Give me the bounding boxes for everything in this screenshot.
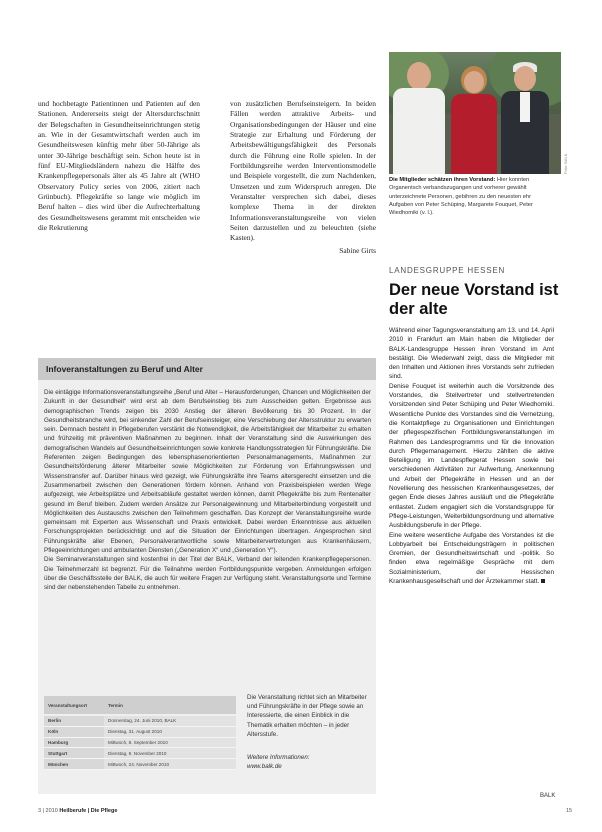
footer-issue [38, 808, 117, 814]
info-box-sidebar [247, 693, 371, 771]
table-row [44, 748, 236, 759]
caption-text: Hier konnten Organentsch verbandszugangen und vorherer gewählt unterzeichnete Personen, gebihren zu den neuesten ehr Aufgaben von Peter Schüping, Margarete Fouquet, Peter Wiedhomiki (v. l.). [389, 177, 533, 217]
table-cell-date: Mittwoch, 24. November 2010 [104, 759, 236, 770]
table-header-location: Veranstaltungsort [44, 696, 104, 715]
page-number: 15 [566, 808, 573, 814]
table-row [44, 726, 236, 737]
region-label: LANDESGRUPPE HESSEN [389, 266, 506, 275]
article-text-col1: und hochbetagte Patientinnen und Patienten auf den Stationen. Andererseits steigt der Altersdurchschnitt der Belegschaften in Gesundheitseinrichtungen stetig an. Wie in der Gesamtwirtschaft werden auch im Gesundheitswesen künftig mehr über 50-Jährige als unter 30-Jährige beschäftigt sein. Schon heute ist in fünf EU-Mitgliedsländern nahezu die Hälfte des Krankenpflegepersonals älter als 45 Jahre alt (WHO Observatory Policy series von 2006, zitiert nach Grünbuch). Pflegekräfte so lange wie möglich im Beruf halten – dies wird über die Aufrechterhaltung des Gesundheitswesens gerammt mit entscheiden wie die Rekrutierung [38, 99, 200, 233]
end-mark [541, 579, 545, 583]
table-cell-location: Berlin [44, 715, 104, 726]
article-column-3 [389, 326, 554, 586]
info-box-text [44, 388, 371, 593]
table-row [44, 737, 236, 748]
article-column-2 [230, 99, 376, 256]
col3-paragraph-1: Während einer Tagungsveranstaltung am 13. und 14. April 2010 in Frankfurt am Main haben die Mitglieder der BALK-Landesgruppe Hessen ihren Vorstand im Amt bestätigt. Die Wiederwahl zeigt, dass die Mitglieder mit den Inhalten und Aktionen ihres Vorstands sehr zufrieden sind. [389, 327, 554, 381]
author-name: Sabine Girts [339, 245, 376, 255]
table-cell-location: Köln [44, 726, 104, 737]
col3-paragraph-2: Denise Fouquet ist weiterhin auch die Vorsitzende des Vorstandes, die Stellvertreter und stellvertretenden Vorsitzenden sind Peter Schüping und Peter Wiedhomiki. Wesentliche Punkte des Vorstandes sind die Vernetzung, die Kontaktpflege zu Organisationen und Einrichtungen der pflegespezifischen Fortbildungsveranstaltungen im Rahmen des Landesprogramms und für die Innovation durch Pflegemanagement. Hierzu zählten die aktive Beteiligung im Landespflegerat Hessen sowie bei verschiedenen Aktivitäten zur Aufwertung, Anerkennung und Arbeit der Pflegekräfte in Hessen und an der Novellierung des hessischen Krankenhausgesetzes, der gegen Ende dieses Jahres ausläuft und die Pflegekräfte entlastet. Zudem engagiert sich die Vorstandsgruppe für Pflege-Leistungen, Weiterbildungsordnung und alternative Ausbildungsberufe in der Pflege. [389, 382, 554, 530]
more-info-label: Weitere Informationen: [247, 754, 310, 762]
table-cell-date: Donnerstag, 24. Juni 2010, BALK [104, 715, 236, 726]
table-cell-location: Stuttgart [44, 748, 104, 759]
table-cell-date: Mittwoch, 8. September 2010 [104, 737, 236, 748]
info-box-paragraph-2: Die Seminarveranstaltungen sind kostenfrei in der Titel der BALK, Verband der leitenden Krankenpflegepersonen. Die Teilnehmerzahl ist begrenzt. Für die Teilnahme werden Fortbildungspunkte vergeben. Anmeldungen erfolgen über die Geschäftsstelle der BALK, die auch für weitere Fragen zur Verfügung steht. Veranstaltungsorte und Termine sind der nebenstehenden Tabelle zu entnehmen. [44, 556, 371, 592]
table-cell-location: München [44, 759, 104, 770]
table-header-date: Termin [104, 696, 236, 715]
event-table [44, 696, 236, 770]
article-text-col2: von zusätzlichen Berufseinsteigern. In beiden Fällen werden attraktive Arbeits- und Organisationsbedingungen der Häuser und eine Strategie zur Erhaltung und Förderung der Arbeitsbewältigungsfähigkeit des Personals durch die Führung eine Rolle spielen. In der Fortbildungsreihe werden Interventionsmodelle und Beispiele vorgestellt, die zum Nachdenken, Umsetzen und zum Widerspruch anregen. Die Veranstalter versprechen sich dabei, dieses komplexe Thema in der direkten Informationsveranstaltungsreihe von vielen Seiten darzustellen und zu beleuchten (siehe Kasten). [230, 99, 376, 243]
info-box-title: Infoveranstaltungen zu Beruf und Alter [46, 364, 203, 374]
article-headline: Der neue Vorstand ist der alte [389, 281, 559, 318]
table-cell-date: Dienstag, 9. November 2010 [104, 748, 236, 759]
col3-paragraph-3: Eine weitere wesentliche Aufgabe des Vorstandes ist die Lobbyarbeit bei Entscheidungsträgern in politischen Gremien, der Gesundheitswirtschaft und -politik. So finden etwa regelmäßige Gespräche mit dem Sozialministerium, der Hessischen Krankenhausgesellschaft und der Ärztekammer statt. [389, 531, 554, 586]
more-info-link[interactable]: www.balk.de [247, 763, 282, 771]
photo-credit: Foto: BALK [563, 153, 568, 174]
info-box-paragraph-1: Die eintägige Informationsveranstaltungsreihe „Beruf und Alter – Herausforderungen, Chancen und Möglichkeiten der Zukunft in der Gesundheit“ wird erst ab dem Berufseinstieg bis zum Ausscheiden gelten. Ergebnisse aus demographischen Trends zeigen bis 2030 Anstieg der älteren Bevölkerung bis 30 Prozent. In der Gesundheitsbranche wird, bei sinkender Zahl der Berufseinsteiger, eine Verschiebung der Altersstruktur zu erwarten sein. Demnach besteht in Pflegeberufen verstärkt die Notwendigkeit, die Arbeitsfähigkeit der Mitarbeiter zu erhalten und frühzeitig mit präventiven Maßnahmen zu beginnen. Inhalt der Veranstaltung sind die Auswirkungen des demografischen Wandels auf Gesundheitseinrichtungen sowie konkrete Handlungsstrategien für Führungskräfte. Die Referenten zeigen Bedingungen des lebensphasenorientierten Personalmanagements, Maßnahmen zur Gesundheitsförderung älterer Mitarbeiter sowie Möglichkeiten zur Förderung von Erfahrungswissen und Wissenstransfer auf. Darüber hinaus wird gezeigt, wie Führungskräfte ihre Teams altersgerecht einsetzen und die Zusammenarbeit zwischen den Generationen fördern können. Anhand von Praxisbeispielen werden Wege aufgezeigt, wie Arbeitsplätze und Arbeitsabläufe gestaltet werden können, damit Pflegekräfte bis zum Rentenalter gesund im Beruf bleiben. Zudem werden Ansätze zur Personalgewinnung und Mitarbeiterbindung vorgestellt und Möglichkeiten des Austauschs zwischen den Teilnehmern geschaffen. Das Konzept der Veranstaltungsreihe wurde gemeinsam mit Experten aus Wissenschaft und Praxis entwickelt. Dabei werden Erkenntnisse aus aktuellen Forschungsprojekten berücksichtigt und auf die Situation der Einrichtungen übertragen. Angesprochen sind Führungskräfte aller Ebenen, Personalverantwortliche sowie Mitarbeitervertretungen aus Krankenhäusern, Pflegeeinrichtungen und ambulanten Diensten („Generation X“ und „Generation Y“). [44, 389, 371, 555]
table-header-row [44, 696, 236, 715]
caption-lead: Die Mitglieder schätzen ihren Vorstand: [389, 177, 496, 183]
table-cell-date: Dienstag, 31. August 2010 [104, 726, 236, 737]
info-box-side-text: Die Veranstaltung richtet sich an Mitarbeiter und Führungskräfte in der Pflege sowie an Interessierte, die einen Einblick in die Thematik erhalten möchten – in jeder Altersstufe. [247, 694, 367, 738]
article-column-1 [38, 99, 200, 233]
magazine-name: Heilberufe | Die Pflege [59, 808, 118, 814]
table-row [44, 759, 236, 770]
table-cell-location: Hamburg [44, 737, 104, 748]
article-signoff: BALK [540, 793, 556, 799]
photo-caption [389, 176, 555, 217]
table-row [44, 715, 236, 726]
group-photo [389, 52, 561, 174]
issue-number: 3 | 2010 [38, 808, 58, 814]
